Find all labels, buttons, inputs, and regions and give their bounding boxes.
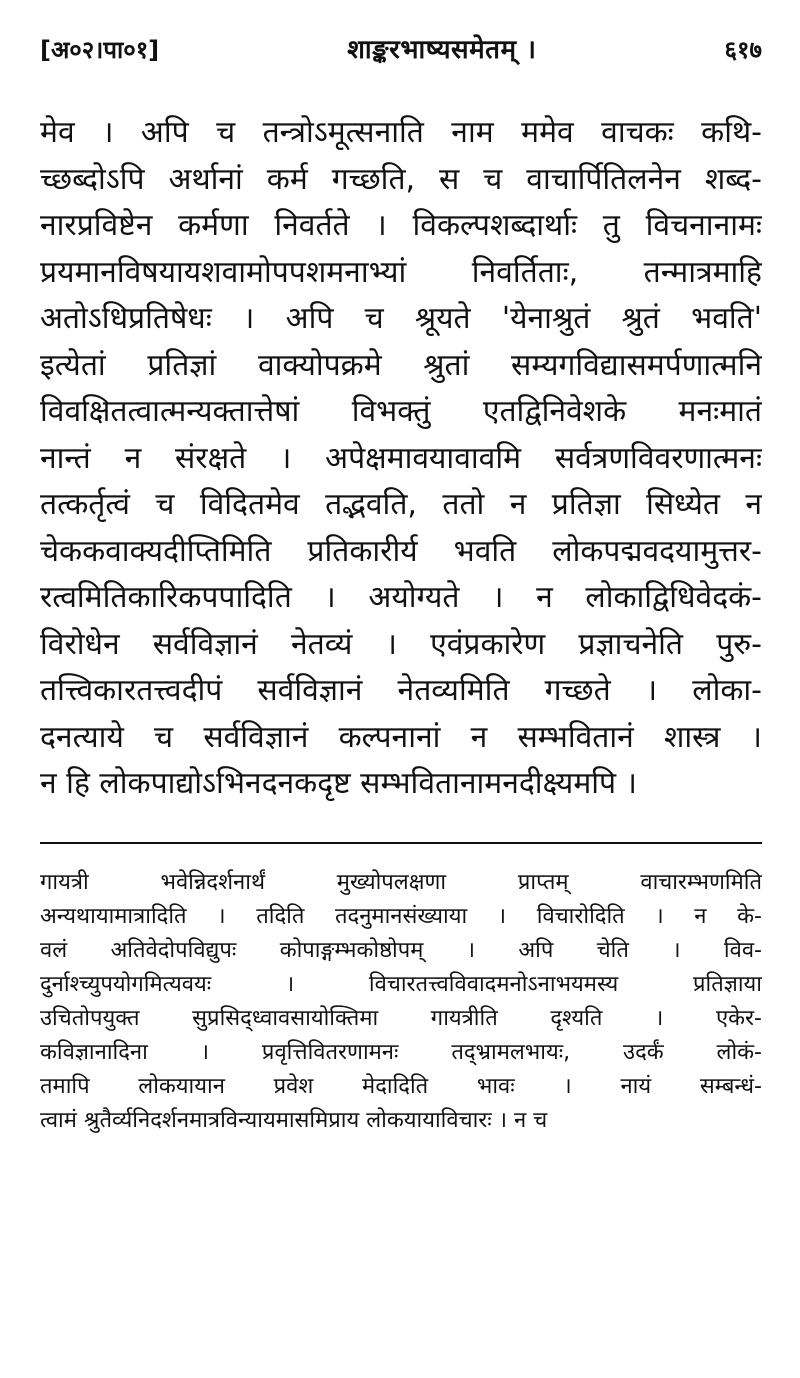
footnote-line: उचितोपयुक्त सुप्रसिद्ध्वावसायोक्तिमा गायत्रीति दृश्यति । एकेर- (40, 1005, 762, 1031)
text-line: प्रयमानविषयायशवामोपपशमनाभ्यां निवर्तिताः, तन्मात्रमाहि (40, 254, 762, 290)
footnote-line: दुर्नाश्च्युपयोगमित्यवयः । विचारतत्त्वविवादमनोऽनाभयमस्य प्रतिज्ञाया (40, 971, 762, 997)
text-line: चेककवाक्यदीप्तिमिति प्रतिकारीर्य भवति लोकपद्मवदयामुत्तर- (40, 533, 762, 569)
footnote-line: वलं अतिवेदोपविद्युपः कोपाङ्गम्भकोष्ठोपम् । अपि चेति । विव- (40, 937, 762, 963)
text-line: इत्येतां प्रतिज्ञां वाक्योपक्रमे श्रुतां सम्यगविद्यासमर्पणात्मनि (40, 347, 762, 383)
text-line: विवक्षितत्वात्मन्यक्तात्तेषां विभक्तुं एतद्विनिवेशके मनःमातं (40, 394, 762, 429)
text-line: मेव । अपि च तन्त्रोऽमूत्सनाति नाम ममेव वाचकः कथि- (40, 115, 762, 150)
footnote-commentary (40, 866, 762, 1138)
text-line: नारप्रविष्टेन कर्मणा निवर्तते । विकल्पशब्दार्थाः तु विचनानामः (40, 208, 762, 243)
footnote-divider (40, 842, 762, 844)
text-line: अतोऽधिप्रतिषेधः । अपि च श्रूयते 'येनाश्रुतं श्रुतं भवति' (40, 301, 762, 336)
text-line: रत्वमितिकारिकपपादिति । अयोग्यते । न लोकाद्विधिवेदकं- (40, 580, 762, 615)
text-line: दनत्याये च सर्वविज्ञानं कल्पनानां न सम्भवितानं शास्त्र । (40, 719, 762, 755)
main-text (40, 110, 762, 808)
text-line: न हि लोकपाद्योऽभिनदनकदृष्ट सम्भवितानामनदीक्ष्यमपि । (40, 766, 637, 801)
page-number: ६१७ (724, 36, 762, 64)
footnote-line: अन्यथायामात्रादिति । तदिति तदनुमानसंख्याया । विचारोदिति । न के- (40, 903, 762, 929)
text-line: विरोधेन सर्वविज्ञानं नेतव्यं । एवंप्रकारेण प्रज्ञाचनेति पुरु- (40, 626, 762, 662)
text-line: तत्त्विकारतत्त्वदीपं सर्वविज्ञानं नेतव्यमिति गच्छते । लोका- (40, 673, 762, 708)
footnote-line: तमापि लोकयायान प्रवेश मेदादिति भावः । नायं सम्बन्धं- (40, 1073, 762, 1099)
running-header (40, 30, 762, 66)
running-title: शाङ्करभाष्यसमेतम् । (347, 35, 537, 65)
footnote-line: त्वामं श्रुतैर्व्यनिदर्शनमात्रविन्यायमासमिप्राय लोकयायाविचारः । न च (40, 1107, 548, 1133)
text-line: नान्तं न संरक्षते । अपेक्षमावयावावमि सर्वत्रणविवरणात्मनः (40, 440, 762, 476)
text-line: तत्कर्तृत्वं च विदितमेव तद्भवति, ततो न प्रतिज्ञा सिध्येत न (40, 487, 762, 522)
footnote-line: गायत्री भवेन्निदर्शनार्थं मुख्योपलक्षणा प्राप्तम् वाचारम्भणमिति (40, 869, 762, 895)
text-line: च्छब्दोऽपि अर्थानां कर्म गच्छति, स च वाचार्पितिलनेन शब्द- (40, 161, 762, 197)
footnote-line: कविज्ञानादिना । प्रवृत्तिवितरणामनः तद्भ्रामलभायः, उदर्कं लोकं- (40, 1039, 762, 1065)
section-reference: [अ०२।पा०१] (40, 36, 160, 64)
